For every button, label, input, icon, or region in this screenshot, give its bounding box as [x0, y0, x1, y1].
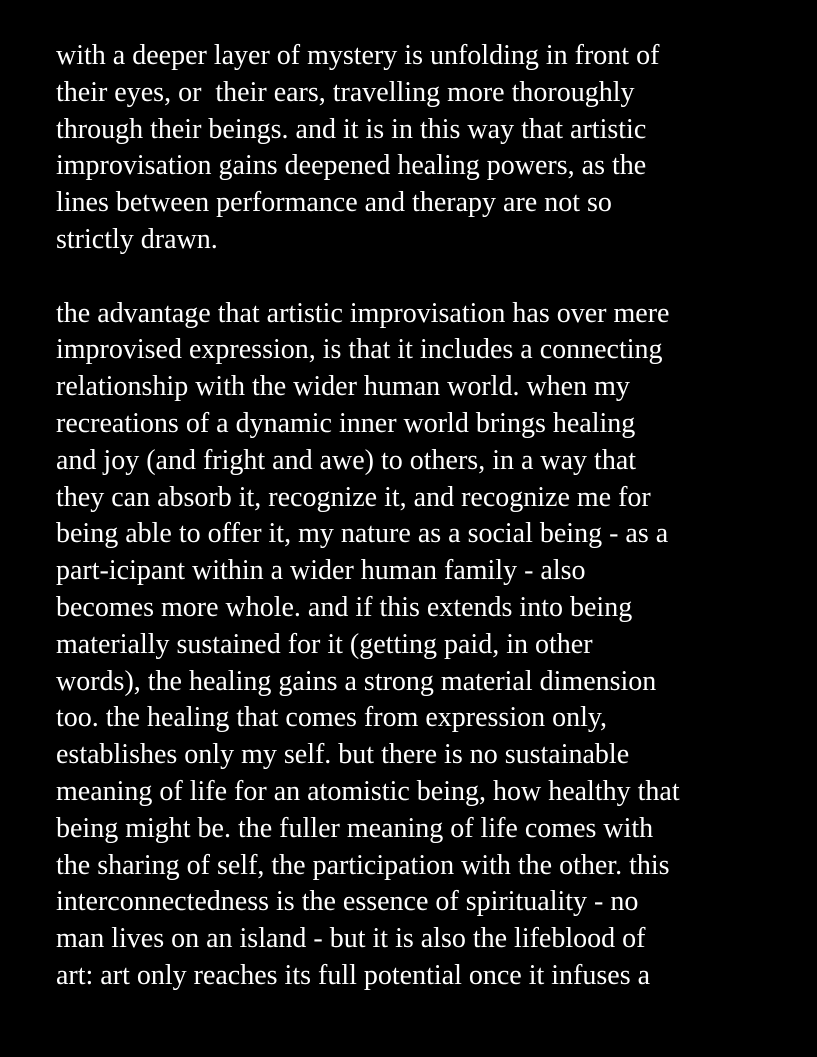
document-page	[56, 38, 786, 995]
text-line: materially sustained for it (getting paid, in other	[56, 628, 593, 660]
text-line: being able to offer it, my nature as a social being - as a	[56, 518, 669, 550]
text-line: part-icipant within a wider human family - also	[56, 555, 586, 587]
text-line: words), the healing gains a strong material dimension	[56, 665, 657, 697]
text-line: interconnectedness is the essence of spirituality - no	[56, 886, 639, 918]
text-line: recreations of a dynamic inner world brings healing	[56, 407, 636, 439]
text-line: they can absorb it, recognize it, and recognize me for	[56, 481, 651, 513]
text-line: relationship with the wider human world. when my	[56, 371, 630, 403]
text-line: being might be. the fuller meaning of life comes with	[56, 812, 654, 844]
text-line: strictly drawn.	[56, 223, 218, 255]
text-line: becomes more whole. and if this extends into being	[56, 591, 633, 623]
text-line: through their beings. and it is in this way that artistic	[56, 113, 647, 145]
text-line: meaning of life for an atomistic being, how healthy that	[56, 775, 680, 807]
text-line: and joy (and fright and awe) to others, in a way that	[56, 444, 637, 476]
text-line: their eyes, or their ears, travelling more thoroughly	[56, 76, 635, 108]
text-line: man lives on an island - but it is also the lifeblood of	[56, 923, 646, 955]
paragraph-2	[56, 296, 786, 995]
text-line: the sharing of self, the participation with the other. this	[56, 849, 670, 881]
text-line: too. the healing that comes from expression only,	[56, 702, 608, 734]
text-line: lines between performance and therapy are not so	[56, 187, 612, 219]
text-line: improvisation gains deepened healing powers, as the	[56, 150, 647, 182]
text-line: art: art only reaches its full potential once it infuses a	[56, 959, 651, 991]
paragraph-1	[56, 38, 786, 259]
text-line: establishes only my self. but there is no sustainable	[56, 739, 630, 771]
text-line: with a deeper layer of mystery is unfolding in front of	[56, 40, 660, 71]
text-line: the advantage that artistic improvisation has over mere	[56, 297, 670, 329]
text-line: improvised expression, is that it includes a connecting	[56, 334, 663, 366]
